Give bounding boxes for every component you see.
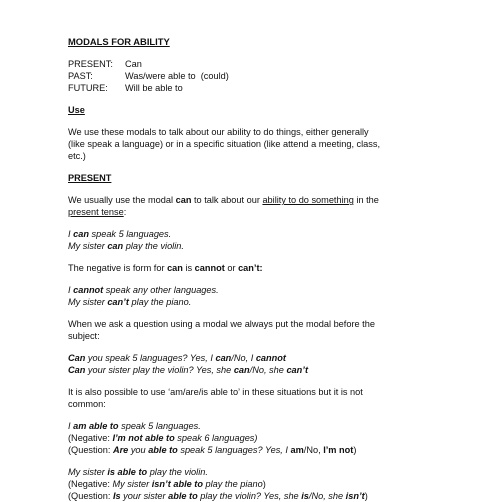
example-block-am-able: [68, 420, 455, 456]
text: My sister: [112, 479, 152, 489]
underlined-text: ability to do something: [262, 195, 354, 205]
paragraph-line: We use these modals to talk about our ability to do things, either generally: [68, 127, 369, 137]
tense-value: Will be able to: [125, 83, 183, 93]
emphasis: can’t: [107, 297, 129, 307]
example-line: [68, 228, 455, 240]
able-to-paragraph: [68, 386, 455, 410]
present-intro: [68, 194, 455, 218]
text: /No,: [303, 445, 324, 455]
text: speak 5 languages.: [118, 421, 201, 431]
text: to talk about our: [191, 195, 263, 205]
paragraph-line: When we ask a question using a modal we always put the modal before the: [68, 319, 375, 329]
emphasis: am: [290, 445, 304, 455]
emphasis: can’t: [286, 365, 309, 375]
emphasis: isn’t: [345, 491, 365, 501]
text: My sister: [68, 467, 108, 477]
paragraph-line: subject:: [68, 331, 100, 341]
tense-row-future: [68, 82, 455, 94]
text: ): [364, 491, 368, 501]
tense-value: Can: [125, 59, 142, 69]
emphasis: isn’t able to: [151, 479, 203, 489]
text: is: [182, 263, 195, 273]
paragraph-line: [68, 206, 455, 218]
text: you: [128, 445, 149, 455]
text: I: [68, 229, 74, 239]
example-line: [68, 478, 455, 490]
emphasis: am able to: [73, 421, 119, 431]
text: We usually use the modal: [68, 195, 176, 205]
emphasis: can: [167, 263, 183, 273]
example-block-questions: [68, 352, 455, 376]
paragraph-line: etc.): [68, 151, 86, 161]
example-line: [68, 364, 455, 376]
question-paragraph: [68, 318, 455, 342]
emphasis: I’m not able to: [112, 433, 175, 443]
document-title: MODALS FOR ABILITY: [68, 36, 170, 47]
text: /No, I: [231, 353, 256, 363]
text: ): [262, 479, 266, 489]
text: play the piano.: [128, 297, 192, 307]
tense-label: PRESENT:: [68, 59, 113, 69]
tense-row-past: [68, 70, 455, 82]
emphasis: Can: [68, 353, 86, 363]
emphasis: cannot: [73, 285, 104, 295]
paragraph-line: [68, 194, 455, 206]
text: /No, she: [308, 491, 346, 501]
paragraph-line: [68, 262, 455, 274]
underlined-text: present tense: [68, 207, 124, 217]
tense-row-present: [68, 58, 455, 70]
example-line: [68, 284, 455, 296]
text: The negative is form for: [68, 263, 168, 273]
emphasis: is: [301, 491, 309, 501]
paragraph-line: It is also possible to use ‘am/are/is able to’ in these situations but it is not: [68, 387, 363, 397]
example-line: [68, 352, 455, 364]
example-line: [68, 296, 455, 308]
present-heading: PRESENT: [68, 173, 112, 183]
emphasis: can’t: [238, 263, 260, 273]
example-block-cannot: [68, 284, 455, 308]
text: play the violin? Yes, she: [197, 491, 302, 501]
tense-label: PAST:: [68, 71, 93, 81]
negative-paragraph: [68, 262, 455, 274]
text: play the piano: [202, 479, 263, 489]
example-line: [68, 490, 455, 502]
emphasis: is able to: [107, 467, 148, 477]
emphasis: Is: [112, 491, 121, 501]
text: My sister: [68, 241, 108, 251]
tense-label: FUTURE:: [68, 83, 108, 93]
text: speak 5 languages.: [88, 229, 172, 239]
text: you speak 5 languages? Yes, I: [85, 353, 216, 363]
text: (Negative:: [68, 433, 113, 443]
emphasis: cannot: [194, 263, 225, 273]
emphasis: I’m not: [323, 445, 354, 455]
use-heading: Use: [68, 105, 85, 115]
emphasis: can: [107, 241, 124, 251]
example-line: [68, 444, 455, 456]
emphasis: able to: [168, 491, 198, 501]
text: :: [123, 207, 127, 217]
paragraph-line: (like speak a language) or in a specific situation (like attend a meeting, class,: [68, 139, 381, 149]
emphasis: able to: [148, 445, 178, 455]
emphasis: can: [73, 229, 89, 239]
tense-summary: [68, 58, 455, 94]
text: (Question:: [68, 445, 113, 455]
text: speak 6 languages): [174, 433, 258, 443]
text: /No, she: [249, 365, 287, 375]
text: in the: [353, 195, 379, 205]
text: ): [353, 445, 357, 455]
example-line: [68, 240, 455, 252]
text: play the violin.: [147, 467, 208, 477]
paragraph-line: common:: [68, 399, 106, 409]
emphasis: Can: [68, 365, 86, 375]
text: :: [259, 263, 263, 273]
emphasis: can: [175, 195, 192, 205]
example-line: [68, 432, 455, 444]
text: play the violin.: [123, 241, 184, 251]
tense-value: Was/were able to (could): [125, 71, 229, 81]
example-block-is-able: [68, 466, 455, 502]
use-paragraph: [68, 126, 455, 162]
text: (Negative:: [68, 479, 113, 489]
text: I: [68, 285, 74, 295]
text: your sister play the violin? Yes, she: [85, 365, 234, 375]
text: (Question:: [68, 491, 113, 501]
text: I: [68, 421, 74, 431]
example-line: [68, 420, 455, 432]
text: speak any other languages.: [103, 285, 219, 295]
text: speak 5 languages? Yes, I: [177, 445, 291, 455]
example-line: [68, 466, 455, 478]
emphasis: can: [215, 353, 232, 363]
example-block-can: [68, 228, 455, 252]
text: or: [224, 263, 239, 273]
emphasis: cannot: [255, 353, 286, 363]
text: your sister: [120, 491, 169, 501]
text: My sister: [68, 297, 108, 307]
emphasis: can: [233, 365, 250, 375]
emphasis: Are: [112, 445, 129, 455]
